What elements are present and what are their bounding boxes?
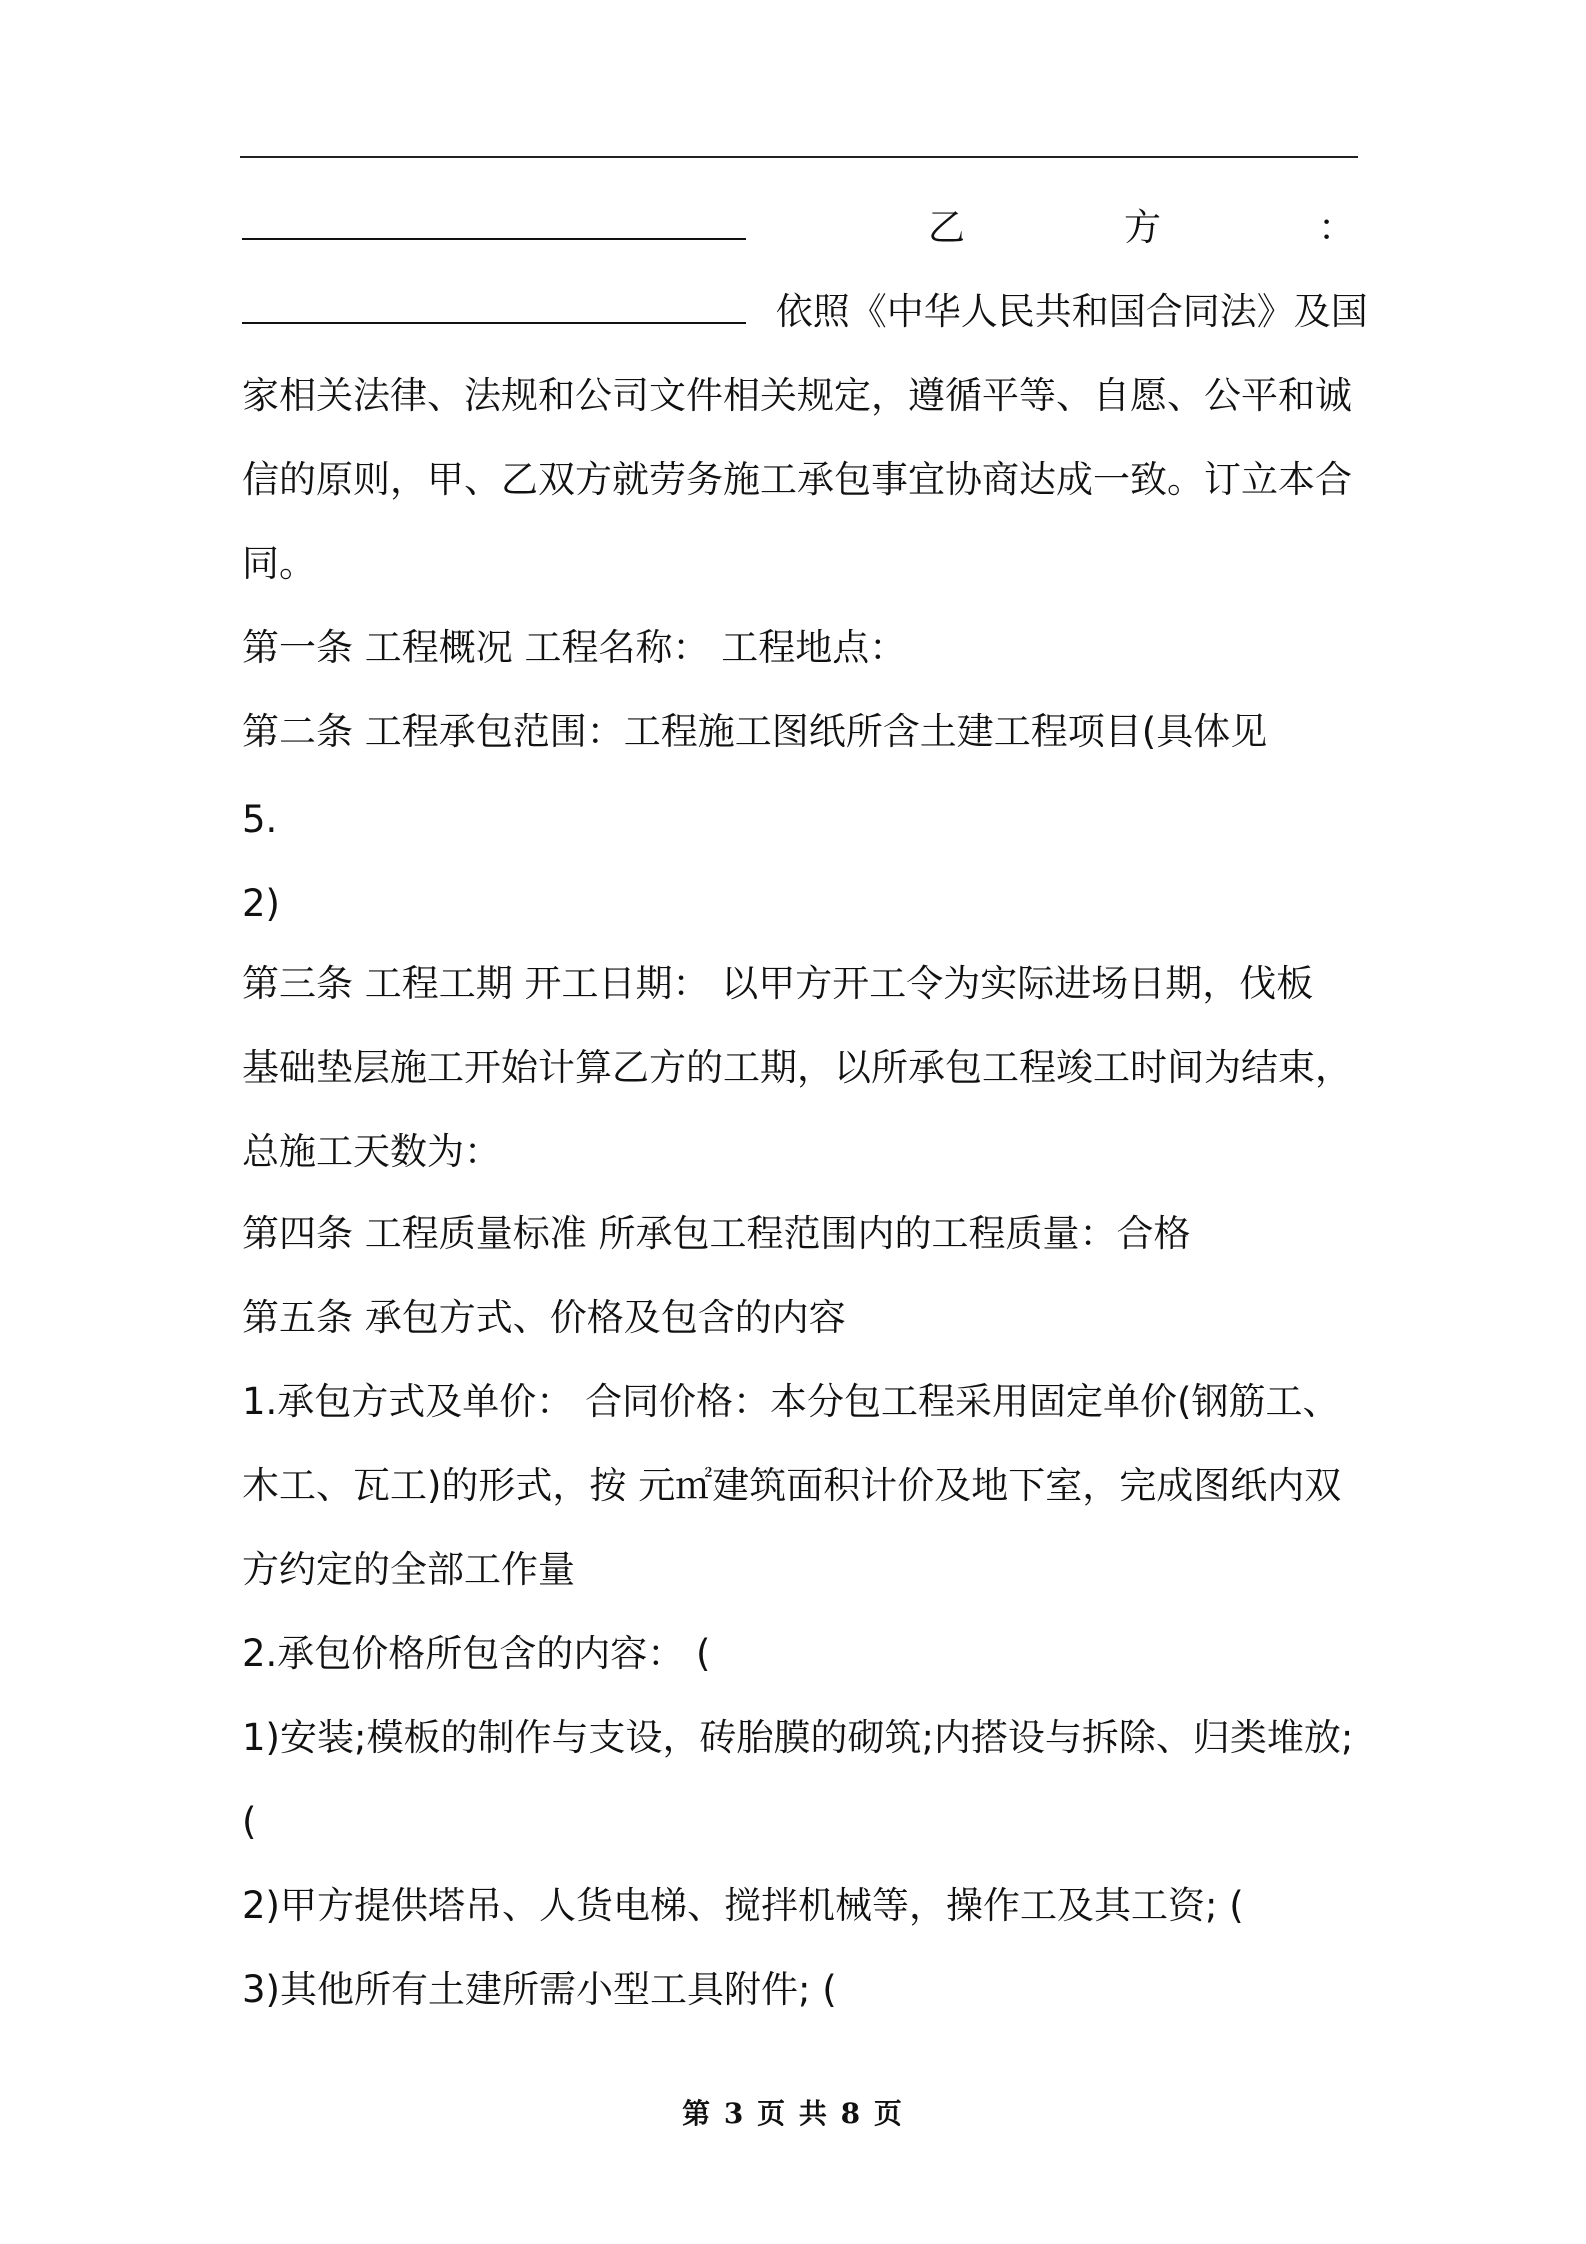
article-5-1-line-2: 木工、瓦工)的形式，按 元㎡建筑面积计价及地下室，完成图纸内双 [242, 1464, 1342, 1507]
intro-line-2: 家相关法律、法规和公司文件相关规定，遵循平等、自愿、公平和诚 [242, 374, 1352, 417]
article-3-line-3: 总施工天数为： [242, 1130, 501, 1173]
article-5-1-line-1: 1.承包方式及单价： 合同价格：本分包工程采用固定单价(钢筋工、 [242, 1380, 1340, 1423]
article-3-line-1: 第三条 工程工期 开工日期： 以甲方开工令为实际进场日期，伐板 [242, 962, 1314, 1005]
blank-field [242, 288, 746, 324]
sub-item-1: 1)安装;模板的制作与支设，砖胎膜的砌筑;内搭设与拆除、归类堆放; [242, 1716, 1354, 1759]
intro-line-3: 信的原则，甲、乙双方就劳务施工承包事宜协商达成一致。订立本合 [242, 458, 1352, 501]
party-b-char-2: 方 [1124, 206, 1161, 249]
sub-item-3: 3)其他所有土建所需小型工具附件; ( [242, 1968, 837, 2011]
party-b-char-1: 乙 [928, 206, 965, 249]
article-3-line-2: 基础垫层施工开始计算乙方的工期，以所承包工程竣工时间为结束， [242, 1046, 1352, 1089]
header-rule [240, 156, 1358, 158]
party-b-colon: ： [1318, 206, 1355, 249]
item-2: 2) [242, 882, 280, 925]
party-a-line [242, 204, 1360, 252]
intro-line-1 [242, 288, 1368, 336]
article-4: 第四条 工程质量标准 所承包工程范围内的工程质量：合格 [242, 1212, 1191, 1255]
article-5-1-line-3: 方约定的全部工作量 [242, 1548, 575, 1591]
blank-field [242, 204, 746, 240]
sub-item-1-cont: ( [242, 1800, 257, 1843]
article-5-2: 2.承包价格所包含的内容： ( [242, 1632, 711, 1675]
intro-line-4: 同。 [242, 542, 316, 585]
article-2: 第二条 工程承包范围：工程施工图纸所含土建工程项目(具体见 [242, 710, 1268, 753]
article-5: 第五条 承包方式、价格及包含的内容 [242, 1296, 846, 1339]
item-5: 5. [242, 798, 278, 841]
intro-text: 依照《中华人民共和国合同法》及国 [775, 290, 1368, 333]
article-1: 第一条 工程概况 工程名称： 工程地点： [242, 626, 907, 669]
sub-item-2: 2)甲方提供塔吊、人货电梯、搅拌机械等，操作工及其工资; ( [242, 1884, 1244, 1927]
page-number: 第 3 页 共 8 页 [682, 2097, 904, 2130]
